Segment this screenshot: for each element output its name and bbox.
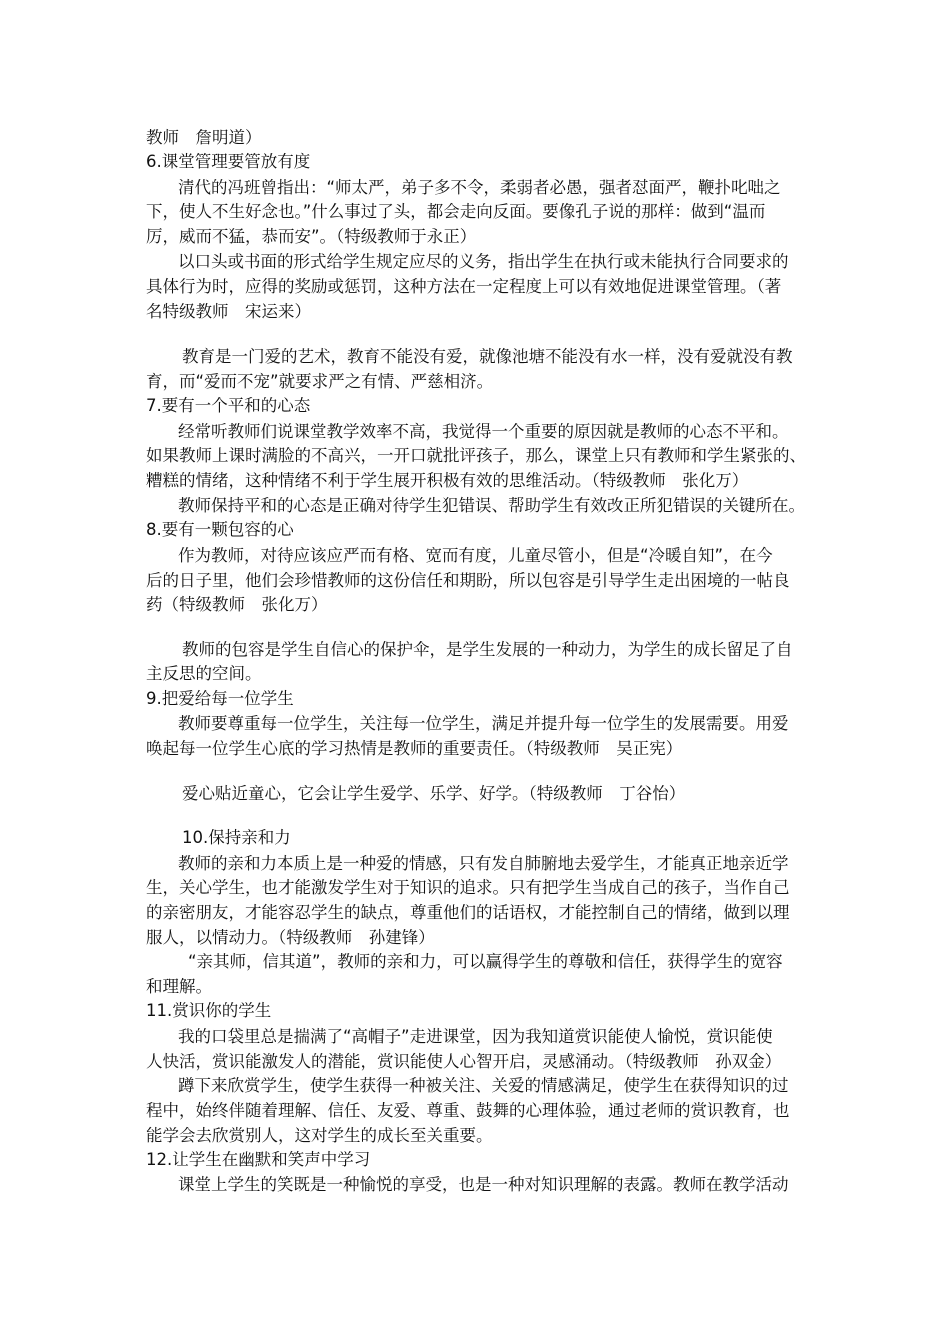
text-line: 具体行为时，应得的奖励或惩罚，这种方法在一定程度上可以有效地促进课堂管理。（著 [146, 277, 782, 296]
section-heading: 7.要有一个平和的心态 [146, 396, 311, 415]
text-line: 以口头或书面的形式给学生规定应尽的义务，指出学生在执行或未能执行合同要求的 [178, 252, 789, 271]
text-line: 教育是一门爱的艺术，教育不能没有爱，就像池塘不能没有水一样，没有爱就没有教 [182, 347, 793, 366]
text-line: 和理解。 [146, 977, 212, 996]
text-line: 教师的包容是学生自信心的保护伞，是学生发展的一种动力，为学生的成长留足了自 [182, 640, 793, 659]
text-line: 糟糕的情绪，这种情绪不利于学生展开积极有效的思维活动。（特级教师 张化万） [146, 471, 749, 490]
text-line: 蹲下来欣赏学生，使学生获得一种被关注、关爱的情感满足，使学生在获得知识的过 [178, 1076, 789, 1095]
text-line: 能学会去欣赏别人，这对学生的成长至关重要。 [146, 1126, 493, 1145]
section-heading: 11.赏识你的学生 [146, 1001, 272, 1020]
text-line: 经常听教师们说课堂教学效率不高，我觉得一个重要的原因就是教师的心态不平和。 [178, 422, 789, 441]
text-line: 教师 詹明道） [146, 128, 262, 147]
text-line: 名特级教师 宋运来） [146, 302, 311, 321]
text-line: 生，关心学生，也才能激发学生对于知识的追求。只有把学生当成自己的孩子，当作自己 [146, 878, 790, 897]
text-line: 厉，威而不猛，恭而安”。（特级教师于永正） [146, 227, 477, 246]
text-line: 唤起每一位学生心底的学习热情是教师的重要责任。（特级教师 吴正宪） [146, 739, 683, 758]
text-line: 教师保持平和的心态是正确对待学生犯错误、帮助学生有效改正所犯错误的关键所在。 [178, 496, 805, 515]
text-line: 我的口袋里总是揣满了“高帽子”走进课堂，因为我知道赏识能使人愉悦，赏识能使 [178, 1027, 773, 1046]
text-line: 程中，始终伴随着理解、信任、友爱、尊重、鼓舞的心理体验，通过老师的赏识教育，也 [146, 1101, 790, 1120]
text-line: 爱心贴近童心，它会让学生爱学、乐学、好学。（特级教师 丁谷怡） [182, 784, 686, 803]
section-heading: 12.让学生在幽默和笑声中学习 [146, 1150, 371, 1169]
text-line: 育，而“爱而不宠”就要求严之有情、严慈相济。 [146, 372, 494, 391]
text-line: 服人，以情动力。（特级教师 孙建锋） [146, 928, 435, 947]
text-line: 下，使人不生好念也。”什么事过了头，都会走向反面。要像孔子说的那样：做到“温而 [146, 202, 766, 221]
section-heading: 6.课堂管理要管放有度 [146, 152, 311, 171]
text-line: 主反思的空间。 [146, 664, 262, 683]
text-line: 教师的亲和力本质上是一种爱的情感，只有发自肺腑地去爱学生，才能真正地亲近学 [178, 854, 789, 873]
text-line: 药（特级教师 张化万） [146, 595, 328, 614]
text-line: 教师要尊重每一位学生，关注每一位学生，满足并提升每一位学生的发展需要。用爱 [178, 714, 789, 733]
text-line: 后的日子里，他们会珍惜教师的这份信任和期盼，所以包容是引导学生走出困境的一帖良 [146, 571, 790, 590]
text-line: 清代的冯班曾指出：“师太严，弟子多不令，柔弱者必愚，强者怼面严，鞭扑叱咄之 [178, 178, 781, 197]
text-line: 作为教师，对待应该应严而有格、宽而有度，儿童尽管小，但是“冷暖自知”，在今 [178, 546, 773, 565]
text-line: 人快活，赏识能激发人的潜能，赏识能使人心智开启，灵感涌动。（特级教师 孙双金） [146, 1052, 782, 1071]
section-heading: 9.把爱给每一位学生 [146, 689, 294, 708]
text-line: 如果教师上课时满脸的不高兴，一开口就批评孩子，那么，课堂上只有教师和学生紧张的、 [146, 446, 806, 465]
text-line: 课堂上学生的笑既是一种愉悦的享受，也是一种对知识理解的表露。教师在教学活动 [178, 1175, 789, 1194]
text-line: 的亲密朋友，才能容忍学生的缺点，尊重他们的话语权，才能控制自己的情绪，做到以理 [146, 903, 790, 922]
section-heading: 10.保持亲和力 [182, 828, 291, 847]
section-heading: 8.要有一颗包容的心 [146, 520, 294, 539]
text-line: “亲其师，信其道”，教师的亲和力，可以赢得学生的尊敬和信任，获得学生的宽容 [188, 952, 783, 971]
